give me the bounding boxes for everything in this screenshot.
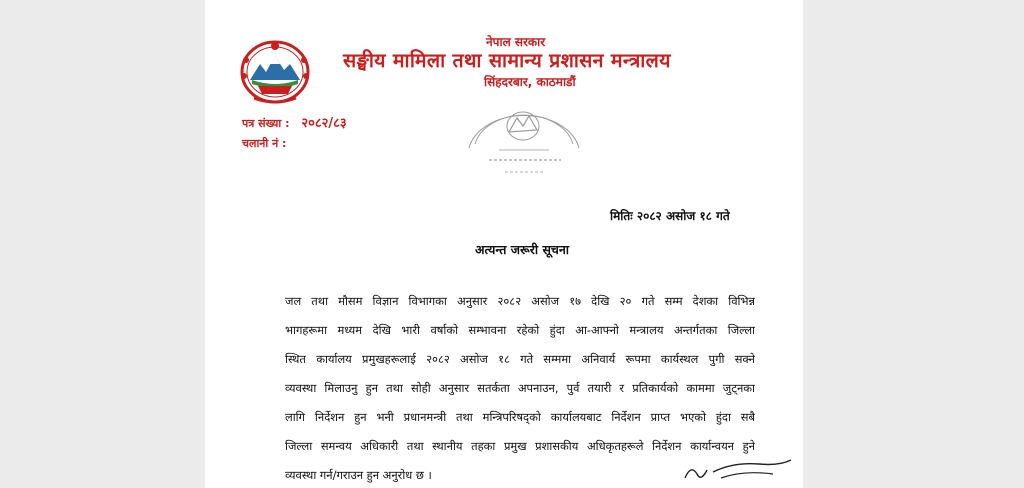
body-line: भागहरूमा मध्यम देखि भारी वर्षाको सम्भावना रहेको हुंदा आ-आफ्नो मन्त्रालय अन्तर्गतका जिल्ला bbox=[285, 323, 755, 337]
letter-number-row: पत्र संख्या : २०८२/८३ bbox=[242, 116, 347, 131]
signature-icon bbox=[683, 456, 793, 488]
letter-number-value: २०८२/८३ bbox=[301, 116, 347, 131]
government-title: नेपाल सरकार bbox=[486, 35, 546, 49]
letter-subject: अत्यन्त जरूरी सूचना bbox=[475, 242, 570, 257]
ministry-address: सिंहदरबार, काठमाडौं bbox=[484, 75, 576, 89]
ministry-stamp-icon bbox=[465, 104, 583, 180]
dispatch-number-row: चलानी नं : bbox=[242, 137, 287, 150]
letter-number-label: पत्र संख्या bbox=[242, 117, 282, 130]
nepal-emblem-icon bbox=[236, 34, 314, 106]
body-line: व्यवस्था मिलाउनु हुन तथा सोही अनुसार सतर्कता अपनाउन, पुर्व तयारी र प्रतिकार्यको काममा जुट्नका bbox=[285, 381, 755, 395]
body-line: व्यवस्था गर्न/गराउन हुन अनुरोध छ । bbox=[285, 468, 432, 482]
body-line: जिल्ला समन्वय अधिकारी तथा स्थानीय तहका प्रमुख प्रशासकीय अधिकृतहरूले निर्देशन कार्यान्वयन हुने bbox=[285, 439, 755, 453]
ministry-name: सङ्घीय मामिला तथा सामान्य प्रशासन मन्त्रालय bbox=[343, 49, 671, 72]
letter-date: मितिः २०८२ असोज १८ गते bbox=[610, 209, 730, 223]
body-line: जल तथा मौसम विज्ञान विभागका अनुसार २०८२ असोज १७ देखि २० गते सम्म देशका विभिन्न bbox=[285, 294, 755, 308]
body-line: स्थित कार्यालय प्रमुखहरूलाई २०८२ असोज १८ गते सम्ममा अनिवार्य रूपमा कार्यस्थल पुगी सक्ने bbox=[285, 352, 755, 366]
dispatch-number-label: चलानी नं bbox=[242, 137, 279, 150]
letter-page bbox=[205, 0, 803, 488]
body-line: लागि निर्देशन हुन भनी प्रधानमन्त्री तथा मन्त्रिपरिषद्को कार्यालयबाट निर्देशन प्राप्त भएको हुंदा सबै bbox=[285, 410, 755, 424]
